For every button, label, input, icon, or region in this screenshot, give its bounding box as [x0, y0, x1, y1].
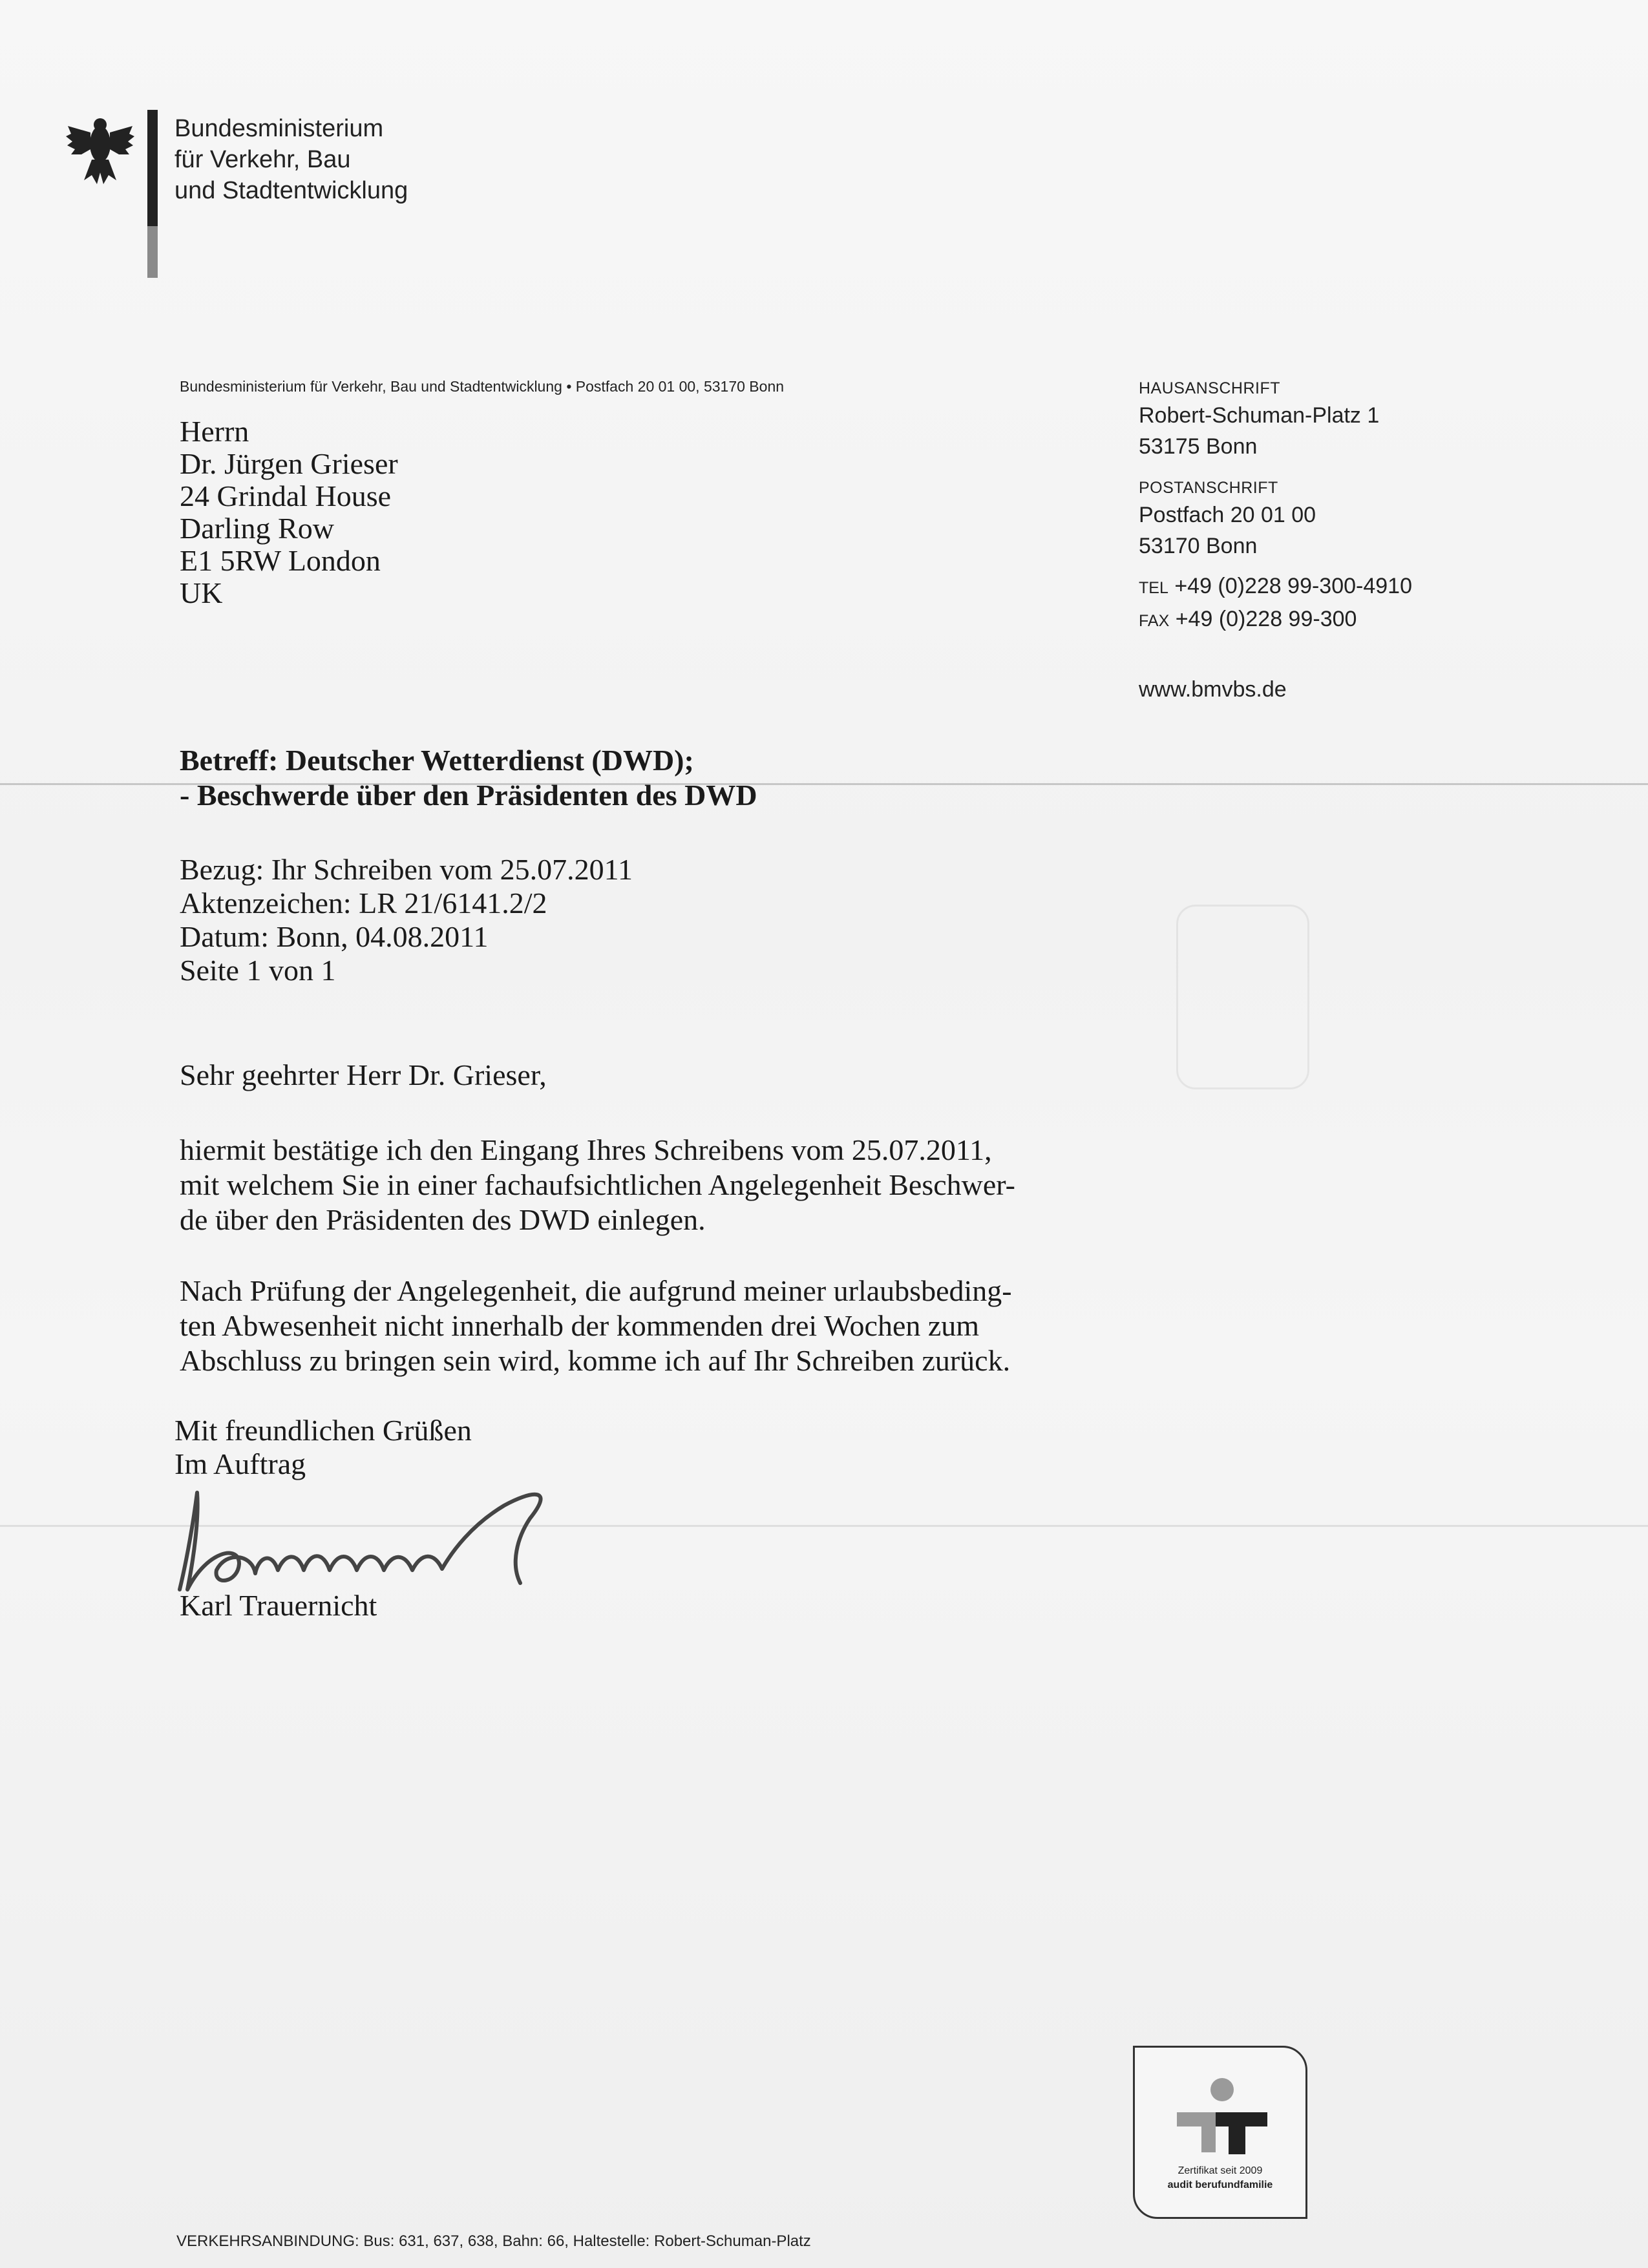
seite: Seite 1 von 1 — [180, 954, 336, 987]
logo-bar-accent — [147, 226, 158, 278]
letter-body — [180, 1058, 1110, 1414]
reference-block — [180, 853, 633, 987]
fax-number: +49 (0)228 99-300 — [1175, 607, 1357, 631]
paragraph-line: ten Abwesenheit nicht innerhalb der kommenden drei Wochen zum — [180, 1309, 980, 1342]
postanschrift-line: Postfach 20 01 00 — [1139, 503, 1316, 527]
certificate-badge — [1133, 2046, 1307, 2219]
paragraph-line: mit welchem Sie in einer fachaufsichtlichen Angelegenheit Beschwer- — [180, 1168, 1015, 1201]
paragraph-2 — [180, 1274, 1110, 1378]
faint-stamp — [1176, 905, 1309, 1089]
recipient-line: UK — [180, 576, 223, 609]
paragraph-line: de über den Präsidenten des DWD einlegen. — [180, 1203, 706, 1236]
audit-berufundfamilie-logo-icon — [1170, 2074, 1274, 2158]
closing-auftrag: Im Auftrag — [174, 1447, 306, 1480]
federal-eagle-icon — [65, 113, 136, 187]
paragraph-line: Nach Prüfung der Angelegenheit, die aufgrund meiner urlaubsbeding- — [180, 1274, 1012, 1307]
paragraph-line: Abschluss zu bringen sein wird, komme ich auf Ihr Schreiben zurück. — [180, 1344, 1011, 1377]
bezug: Bezug: Ihr Schreiben vom 25.07.2011 — [180, 853, 633, 886]
subject-line: Betreff: Deutscher Wetterdienst (DWD); — [180, 744, 694, 777]
fax-label: FAX — [1139, 612, 1170, 630]
paragraph-line: hiermit bestätige ich den Eingang Ihres Schreibens vom 25.07.2011, — [180, 1133, 992, 1166]
certificate-line: audit berufundfamilie — [1167, 2179, 1273, 2190]
telephone — [1139, 571, 1412, 604]
hausanschrift-line: Robert-Schuman-Platz 1 — [1139, 403, 1380, 428]
recipient-line: Dr. Jürgen Grieser — [180, 447, 398, 480]
tel-number: +49 (0)228 99-300-4910 — [1174, 574, 1412, 598]
closing-block — [174, 1414, 472, 1481]
hausanschrift-label: HAUSANSCHRIFT — [1139, 379, 1281, 397]
tel-label: TEL — [1139, 579, 1168, 597]
postanschrift-line: 53170 Bonn — [1139, 534, 1258, 558]
website: www.bmvbs.de — [1139, 677, 1287, 702]
ministry-name-line: für Verkehr, Bau — [174, 146, 351, 173]
postanschrift-label: POSTANSCHRIFT — [1139, 479, 1278, 497]
footer-transport: VERKEHRSANBINDUNG: Bus: 631, 637, 638, Bahn: 66, Haltestelle: Robert-Schuman-Platz — [176, 2232, 811, 2250]
ministry-name-line: Bundesministerium — [174, 115, 384, 142]
recipient-line: 24 Grindal House — [180, 479, 392, 512]
aktenzeichen: Aktenzeichen: LR 21/6141.2/2 — [180, 887, 547, 919]
recipient-address — [180, 415, 398, 609]
signer-name: Karl Trauernicht — [180, 1589, 377, 1622]
subject-line: - Beschwerde über den Präsidenten des DWD — [180, 779, 757, 812]
fax — [1139, 604, 1412, 636]
recipient-line: Herrn — [180, 415, 249, 448]
contact-column — [1139, 377, 1412, 705]
ministry-name-line: und Stadtentwicklung — [174, 177, 408, 204]
salutation: Sehr geehrter Herr Dr. Grieser, — [180, 1058, 547, 1091]
sender-return-address: Bundesministerium für Verkehr, Bau und Stadtentwicklung • Postfach 20 01 00, 53170 Bonn — [180, 378, 785, 395]
recipient-line: E1 5RW London — [180, 544, 381, 577]
certificate-text — [1135, 2164, 1305, 2192]
datum: Datum: Bonn, 04.08.2011 — [180, 920, 489, 953]
closing-greeting: Mit freundlichen Grüßen — [174, 1414, 472, 1447]
recipient-line: Darling Row — [180, 512, 334, 545]
ministry-name — [174, 113, 408, 206]
hausanschrift-line: 53175 Bonn — [1139, 434, 1258, 459]
subject-block — [180, 743, 757, 813]
paragraph-1 — [180, 1133, 1110, 1237]
certificate-line: Zertifikat seit 2009 — [1178, 2165, 1263, 2176]
